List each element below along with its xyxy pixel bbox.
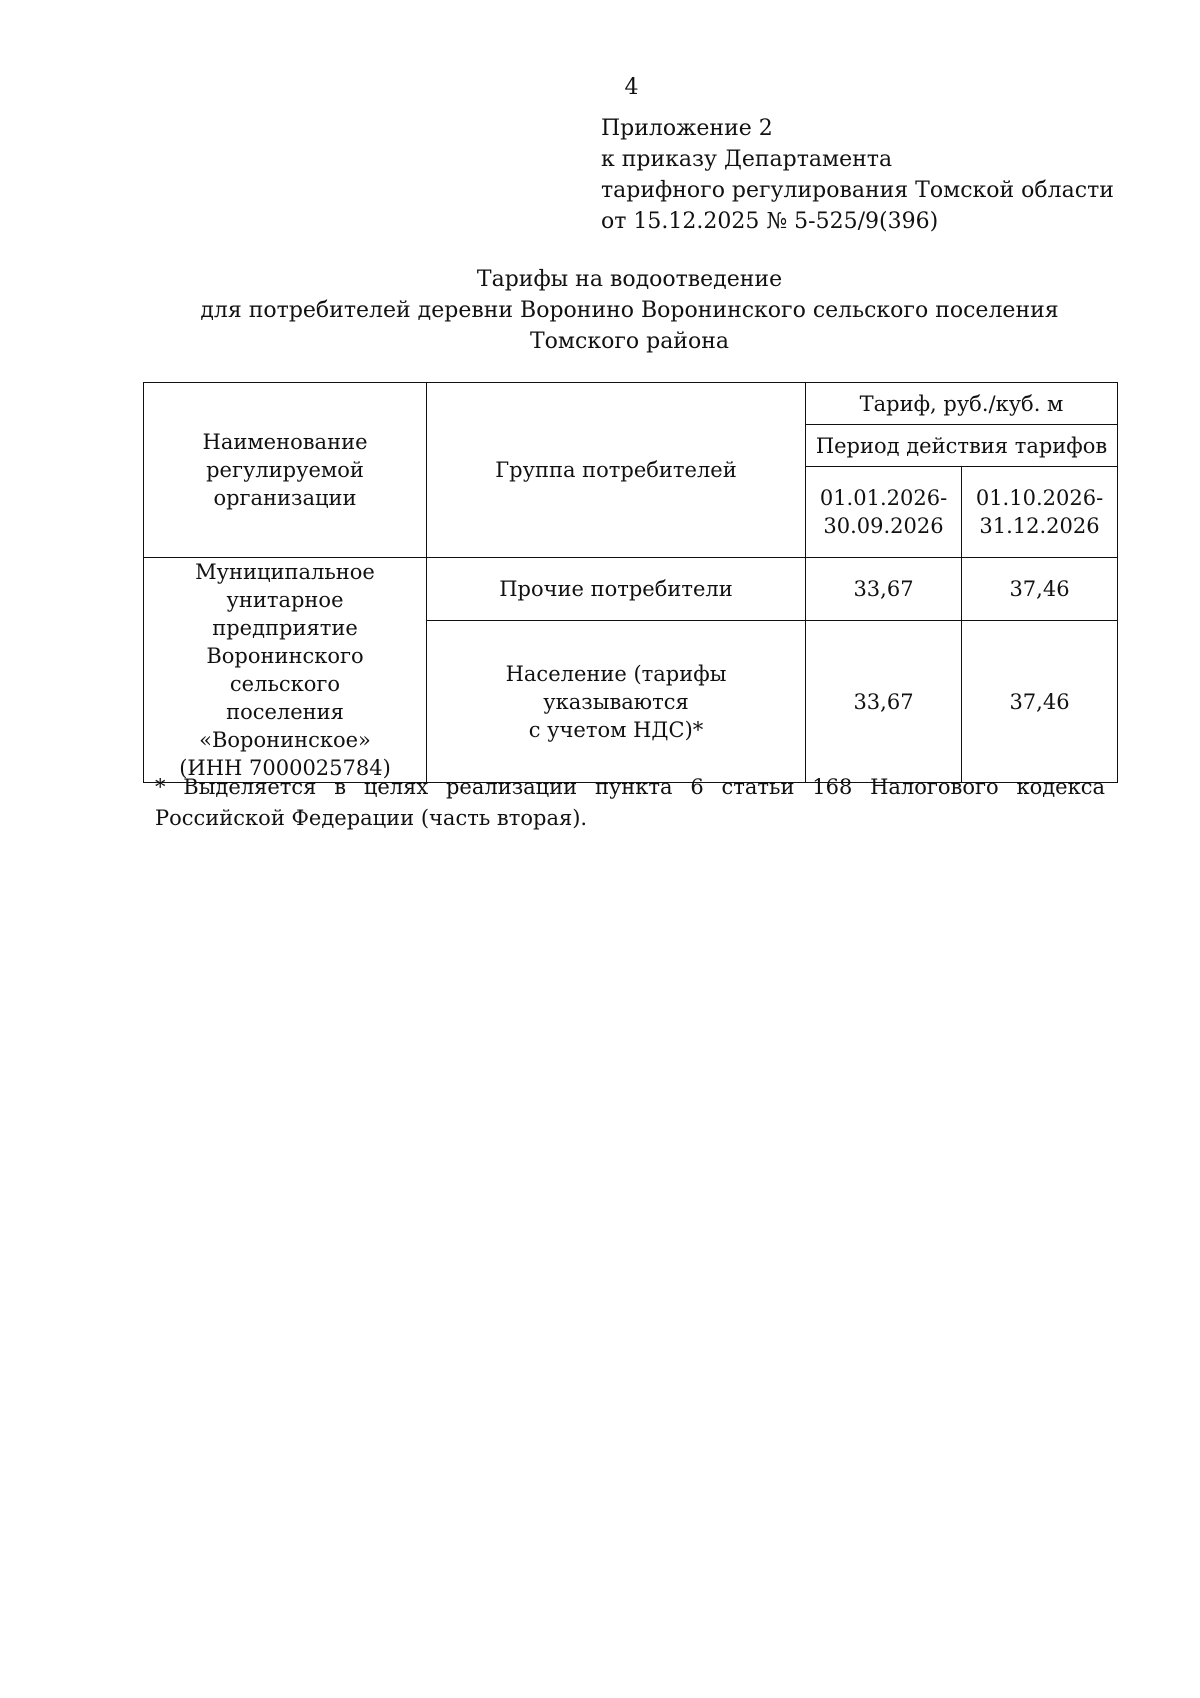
- appendix-line-3: тарифного регулирования Томской области: [601, 178, 1114, 203]
- page-number: 4: [624, 75, 639, 100]
- appendix-line-4: от 15.12.2025 № 5-525/9(396): [601, 209, 939, 234]
- tariff-value-cell: 37,46: [962, 558, 1118, 621]
- appendix-line-1: Приложение 2: [601, 116, 773, 141]
- header-org-name: Наименование регулируемой организации: [144, 383, 427, 558]
- header-period: Период действия тарифов: [806, 425, 1118, 467]
- tariff-table: [143, 382, 1118, 783]
- table-header-row-1: [144, 383, 1118, 425]
- title-line-3: Томского района: [530, 329, 729, 354]
- header-period-2: 01.10.2026- 31.12.2026: [962, 467, 1118, 558]
- header-consumer-group: Группа потребителей: [427, 383, 806, 558]
- footnote: * Выделяется в целях реализации пункта 6 статьи 168 Налогового кодекса Российской Федерации (часть вторая).: [155, 775, 1105, 830]
- org-name-cell: Муниципальное унитарное предприятие Воронинского сельского поселения «Воронинское» (ИНН 7000025784): [144, 558, 427, 783]
- tariff-value-cell: 33,67: [806, 558, 962, 621]
- consumer-group-cell: Прочие потребители: [427, 558, 806, 621]
- title-line-2: для потребителей деревни Воронино Воронинского сельского поселения: [200, 298, 1059, 323]
- document-title: [143, 264, 1116, 357]
- table-row: [144, 558, 1118, 621]
- title-line-1: Тарифы на водоотведение: [476, 267, 783, 292]
- consumer-group-cell: Население (тарифы указываются с учетом НДС)*: [427, 621, 806, 783]
- appendix-block: [601, 113, 1114, 237]
- tariff-value-cell: 33,67: [806, 621, 962, 783]
- header-tariff: Тариф, руб./куб. м: [806, 383, 1118, 425]
- appendix-line-2: к приказу Департамента: [601, 147, 893, 172]
- header-period-1: 01.01.2026- 30.09.2026: [806, 467, 962, 558]
- tariff-value-cell: 37,46: [962, 621, 1118, 783]
